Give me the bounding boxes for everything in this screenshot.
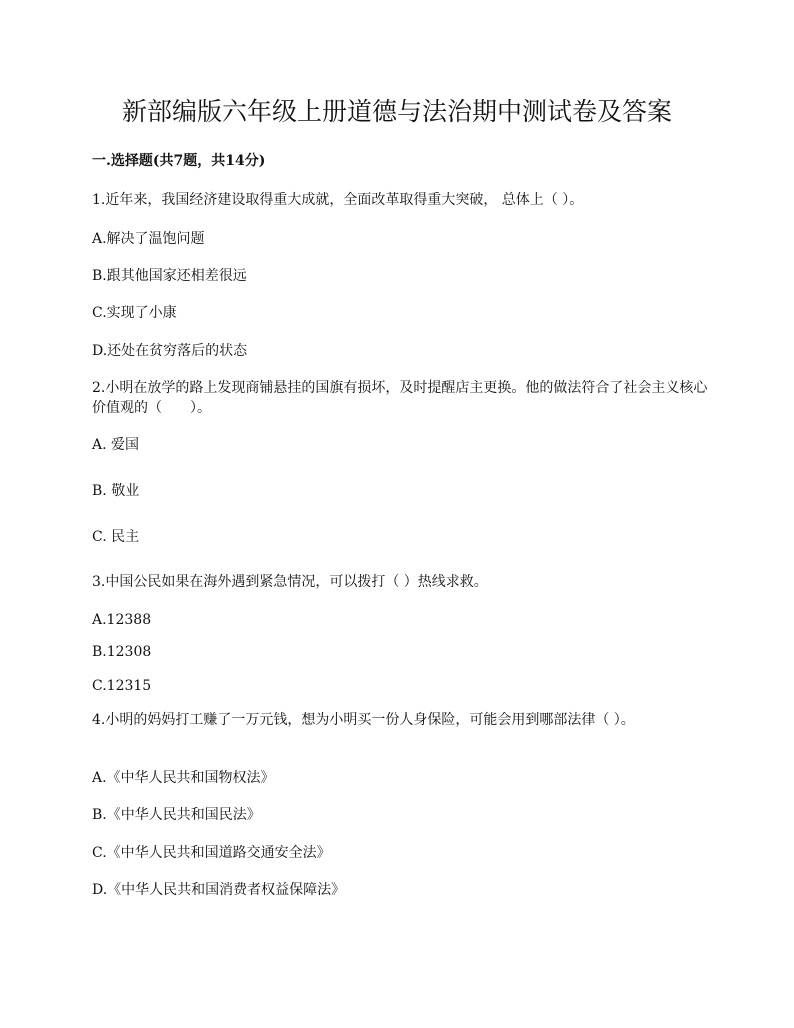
question-2-option-a: A. 爱国	[92, 437, 140, 453]
page-title: 新部编版六年级上册道德与法治期中测试卷及答案	[121, 97, 672, 126]
question-1-option-a: A.解决了温饱问题	[92, 231, 205, 247]
section-heading: 一.选择题(共7题，共14分)	[92, 153, 266, 169]
question-4-option-d: D.《中华人民共和国消费者权益保障法》	[92, 882, 346, 898]
question-3-option-a: A.12388	[92, 612, 152, 628]
question-2-stem: 2.小明在放学的路上发现商铺悬挂的国旗有损坏，及时提醒店主更换。他的做法符合了社会主义核心价值观的（ ）。	[92, 380, 708, 416]
question-4-option-a: A.《中华人民共和国物权法》	[92, 770, 275, 786]
question-1-option-c: C.实现了小康	[92, 305, 177, 321]
question-4-stem: 4.小明的妈妈打工赚了一万元钱，想为小明买一份人身保险，可能会用到哪部法律（ ）。	[92, 712, 635, 728]
question-2-option-b: B. 敬业	[92, 483, 140, 499]
question-1-option-d: D.还处在贫穷落后的状态	[92, 343, 248, 359]
question-4-option-b: B.《中华人民共和国民法》	[92, 807, 261, 823]
question-3-option-b: B.12308	[92, 644, 152, 660]
question-3-option-c: C.12315	[92, 678, 152, 694]
question-4-option-c: C.《中华人民共和国道路交通安全法》	[92, 845, 331, 861]
question-3-stem: 3.中国公民如果在海外遇到紧急情况，可以拨打（ ）热线求救。	[92, 574, 488, 590]
question-1-stem: 1.近年来，我国经济建设取得重大成就，全面改革取得重大突破， 总体上（ ）。	[92, 192, 584, 208]
question-2-option-c: C. 民主	[92, 529, 140, 545]
question-1-option-b: B.跟其他国家还相差很远	[92, 268, 247, 284]
